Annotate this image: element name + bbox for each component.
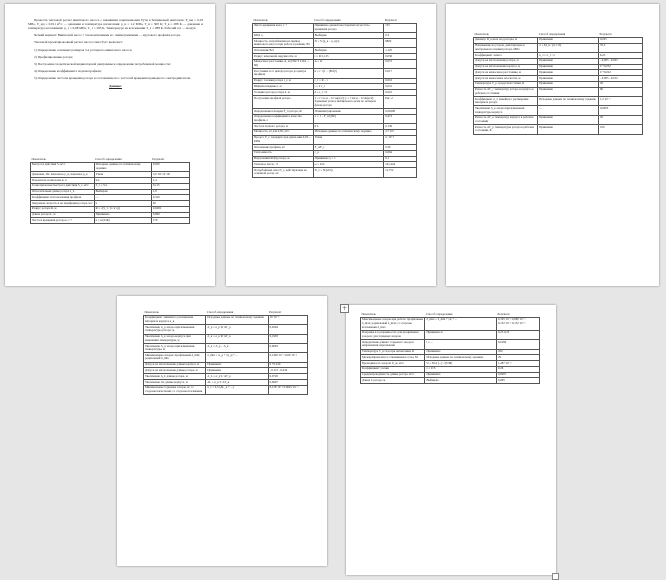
table-cell: Среднепроводимость длины ротора, м³/с	[361, 372, 425, 378]
column-header: Показатель	[361, 312, 376, 316]
table-cell: Принимаю данной шестеренчатой частоты вращения ротора	[313, 23, 384, 32]
table-cell: Принимаю	[538, 70, 599, 76]
table-cell: 0,0003	[599, 106, 643, 115]
table-cell: Отношение профиля, м²	[253, 145, 314, 151]
table-cell: Выбираю	[313, 33, 384, 39]
table-cell: 0,1	[384, 156, 417, 162]
table-cell: Ширина впадины t, м	[253, 84, 314, 90]
table-cell: Допуск на изготовление корпуса, м	[474, 64, 538, 70]
column-header: Способ определения	[206, 310, 234, 314]
table-cell: 0,017	[384, 69, 417, 78]
table-cell: Разность ΔT_р температуры ротора в рабочем состоянии, К	[474, 125, 538, 134]
table-cell: Продол. F_г, торцевую при давле-нии 0,03…МПа	[253, 135, 314, 144]
paragraph: Тепловой проектировочный расчет насоса типа Рутс включает:	[34, 40, 123, 45]
table-cell: ω = 2πn	[313, 162, 384, 168]
table-cell: 155	[384, 23, 417, 32]
page-3	[446, 4, 659, 286]
table-cell: 0 +0,032	[599, 64, 643, 70]
table-cell: Допуск на изготовление длины ротора, м	[144, 368, 206, 374]
table-move-handle-icon[interactable]: +	[341, 305, 348, 312]
paragraph: 1) Определение основных размеров 3-х роторного ввинтового насоса;	[34, 47, 133, 52]
table-cell: 1,8	[151, 189, 189, 195]
table-cell: Молекулярная масса откачиваемого газа, М	[361, 355, 425, 361]
table-cell: R = √(S_т / (λ·u·η))	[94, 206, 151, 212]
column-header: Показатель	[31, 157, 46, 161]
table-cell: Показатель политропы k, n	[31, 177, 95, 183]
table-cell: ΔL = α_к·L·ΔT_к	[206, 380, 268, 386]
section-heading: Данные:	[109, 84, 122, 89]
table-cell: КПД η	[253, 33, 314, 39]
table-cell: Радиус головки ротора r_г, м	[253, 78, 314, 84]
table-cell: Длина L ротора, м	[361, 378, 425, 384]
table-cell: 0,050	[151, 162, 189, 171]
table-cell: 50	[599, 115, 643, 124]
table-cell: δ_т = 0,5·(ΔL_к + ...)	[206, 385, 268, 394]
table-cell: Температура T_р, градусной стенки, К	[474, 81, 538, 87]
table-cell: Принимаю	[425, 349, 497, 355]
table-cell: Межосевое расстояние A, м (ГОСТ 2144 — 66)	[253, 59, 314, 68]
table-cell: 1,287·10⁻³	[497, 361, 540, 367]
table-cell: Узнав	[94, 172, 151, 178]
table-cell: 0,036	[384, 54, 417, 60]
table-cell: 1,2·10⁻⁵	[599, 97, 643, 106]
table-cell: 0,0729	[268, 374, 307, 380]
table-cell: 0,26	[497, 366, 540, 372]
table-cell: 100	[599, 125, 643, 134]
table-row	[361, 317, 540, 330]
paragraph: 2) Профилирование ротора;	[34, 54, 73, 59]
table-row	[474, 87, 643, 96]
page-4	[117, 296, 327, 566]
table-row	[474, 97, 643, 106]
table-cell: Расстояние h от центра ротора до центра профиля	[253, 69, 314, 78]
table-cell: Δ_д = Δ_р − Δ_к	[206, 343, 268, 352]
table-cell: 0,526	[151, 195, 189, 201]
column-header: Результат	[269, 310, 282, 314]
table-row	[253, 38, 417, 47]
table-cell: Окружная скорость и на периферии ротора, м/с	[32, 200, 93, 205]
table-cell: Давление, Па: начальное p_н; конечное p_к	[31, 172, 95, 178]
column-header: Показатель	[253, 18, 268, 22]
table-cell: 0,0607	[268, 380, 307, 386]
table-row	[144, 343, 308, 352]
table-cell: 0,0264	[268, 325, 307, 334]
table-row	[361, 330, 540, 339]
table-cell: r = R/1,125	[313, 54, 384, 60]
table-row	[253, 23, 417, 32]
column-header: Способ определения	[538, 32, 566, 36]
table-cell: Определение коэффициента качества профиля, λ	[253, 114, 314, 123]
table-cell: Узнав	[313, 135, 384, 144]
table-cell: 0,195·10⁻³ 0,080·10⁻³ 0,152·10⁻³ 0,152·10⁻³	[497, 317, 540, 330]
table-row	[474, 125, 643, 134]
table-cell: 0,158·10⁻³ 0,0625·10⁻³	[268, 385, 307, 394]
table-cell: 29	[497, 355, 540, 361]
table-cell: Мощность, потребляемая на привод ввинтового насоса при работе в режиме, Вт	[253, 38, 314, 47]
table-cell: −0,005 −0,035	[599, 58, 643, 64]
table-cell: Тепловое число, %	[253, 162, 314, 168]
calc-table	[252, 18, 417, 178]
table-row	[253, 95, 417, 108]
table-resize-handle[interactable]	[552, 573, 559, 580]
intro-text	[28, 18, 203, 92]
column-header: Результат	[152, 157, 165, 161]
table-cell: 6,25	[599, 52, 643, 58]
table-cell: 0,0184	[497, 340, 540, 349]
table-cell: Поправка k к разрывности: для профильных зазоров; для торцевых зазоров	[361, 330, 425, 339]
table-cell: F_п/F_г	[313, 145, 384, 151]
table-cell: l = ...	[425, 340, 497, 349]
table-cell: 1,4	[151, 177, 189, 183]
table-cell: Допуск на межосевое расстояние, м	[474, 70, 538, 76]
calc-table	[360, 312, 540, 384]
table-cell: Принимаю	[538, 76, 599, 82]
table-cell: c_p	[313, 150, 384, 156]
table-cell: σ = M_и / (0,1·d³)	[538, 43, 599, 52]
table-row	[253, 135, 417, 144]
table-cell: δ = r_г·√2	[313, 90, 384, 96]
table-row	[144, 353, 308, 362]
table-cell: Определение длины l торцевого зазора в направлении перетекания	[361, 340, 425, 349]
table-cell: 60	[599, 87, 643, 96]
table-cell: Допуск на межосевые плоскости, м	[474, 76, 538, 82]
table-cell: Максимальные зазоры при работе: профильные δ_max; радиальный δ_max; со стороны всасывания δ_max	[362, 317, 424, 329]
table-cell: Выбираю	[425, 378, 497, 384]
table-row	[144, 334, 308, 343]
table-cell: Геометрическая быстрота действия S_т, м³/с	[31, 183, 95, 189]
table-cell: Принимаю	[94, 212, 151, 218]
table-cell: Увеличение Δ_к зазора при изменении температуры корпуса	[474, 106, 538, 115]
column-header: Способ определения	[425, 312, 453, 316]
table-cell: Принимаю	[538, 58, 599, 64]
table-row	[144, 315, 308, 324]
table-cell: Увеличение Δ_к зазора корпуса при изменении температуры, м	[144, 334, 206, 343]
page-1	[5, 4, 215, 286]
table-cell: Принимаю	[538, 64, 599, 70]
table-cell: Исходные данные по техническому заданию	[313, 129, 384, 135]
table-row	[144, 325, 308, 334]
table-cell: Исходные данные по техническому заданию	[538, 97, 599, 106]
table-cell: Принимаю k	[425, 330, 497, 339]
table-cell: Δ_к = α_к·R·ΔT_к	[206, 334, 268, 343]
table-cell: Определение площади F_п ротора, м²	[253, 108, 314, 114]
table-cell: n·L	[313, 124, 384, 130]
table-cell: Минимальные зазоры: профильный δ_min; радиальный δ_min	[144, 353, 206, 362]
table-cell: Быстрота действия S, м³/с	[31, 162, 95, 171]
table-cell: A = 2r	[313, 59, 384, 68]
table-row	[474, 115, 643, 124]
table-cell: S_т = S/λ	[94, 183, 151, 189]
table-cell: Частота вращения ротора n, с⁻¹	[31, 218, 95, 224]
table-cell: Число вращения вала, с⁻¹	[253, 23, 314, 32]
table-cell: 40	[151, 201, 189, 207]
table-cell: 0,016	[384, 78, 417, 84]
page-2	[226, 4, 436, 286]
paragraph: Четкий вариант: Ввинтовой насос с 3 или винтовыми и с симметричными — кругового профиля ротора.	[34, 33, 181, 38]
table-cell: N = S·(p_к − p_н)/η	[313, 38, 384, 47]
paragraph: 4) Определение коэффициента подачи профиля;	[34, 68, 102, 73]
table-cell: Планиметрирование	[313, 108, 384, 114]
column-header: Способ определения	[95, 157, 122, 161]
table-cell: 3,0·10³ 12·10³	[151, 172, 189, 178]
table-cell: 0,00208	[384, 108, 417, 114]
table-cell: Δ_L = α_р·L·ΔT_р	[206, 374, 268, 380]
table-cell: 0,060	[151, 212, 189, 218]
table-cell: Радиус начальной окружности, м	[253, 54, 314, 60]
table-cell: Проводимость зазоров U_ж, м³/с	[361, 361, 425, 367]
table-cell: 35,5	[599, 43, 643, 52]
table-row	[31, 162, 190, 171]
table-cell: δ_min = Δ_д + |Δ_д| + ...	[206, 353, 268, 362]
table-cell: Исходные данные по техническому заданию	[206, 315, 268, 324]
table-cell: r_г = R − r	[313, 78, 384, 84]
table-cell: Теплоемкость	[253, 150, 314, 156]
table-cell: Толщина ротора ротора δ, м	[253, 90, 314, 96]
column-header: Результат	[384, 18, 397, 22]
table-row	[474, 43, 643, 52]
table-cell: Диаметр D_в вала под роторы, м	[474, 37, 538, 43]
table-cell: ε = U/S	[425, 366, 497, 372]
table-cell: −0,115 −0,234	[268, 368, 307, 374]
table-cell: Относительная длина ротора λ_L	[31, 189, 95, 195]
table-cell: U = 36,4·(...)·√(T/M)	[425, 361, 497, 367]
table-cell: Мощность, кт для 0,05, м³/c	[253, 129, 314, 135]
table-cell: Принимаю η = 1	[313, 156, 384, 162]
table-cell: 0,36	[384, 145, 417, 151]
table-cell: 2,7·10³	[384, 129, 417, 135]
table-cell: Увеличение Δ_L длины ротора, м	[144, 374, 206, 380]
table-cell: n_з = σ_т / σ	[538, 52, 599, 58]
table-cell: Принимаю	[206, 368, 268, 374]
table-cell: Допуск на изготовление ротора, м	[474, 58, 538, 64]
column-header: Показатель	[474, 32, 489, 36]
table-cell: Принимаю	[538, 81, 599, 87]
table-cell: 450	[497, 349, 540, 355]
table-cell: 0,115	[151, 183, 189, 189]
table-cell: Увеличение Δ_д зазора при изменении температуры, м	[144, 343, 206, 352]
column-header: Способ определения	[314, 18, 341, 22]
table-row	[361, 378, 540, 384]
table-cell: 101,444	[384, 162, 417, 168]
table-cell: 0,065	[497, 378, 540, 384]
column-header: Результат	[599, 32, 612, 36]
column-header: Результат	[497, 312, 510, 316]
table-cell: 0,1993	[268, 334, 307, 343]
table-cell: Построение профиля ротора	[253, 95, 314, 108]
table-cell: Рис. 2	[384, 95, 417, 108]
table-cell: Потребляемая сила N_v, действующая на основной ротор, м³	[253, 168, 314, 177]
table-cell: Принимаю	[206, 362, 268, 368]
table-row	[474, 106, 643, 115]
table-cell: Исходные данные по техническому заданию	[425, 355, 497, 361]
table-cell: δ_max = δ_min + |Δ| + ...	[425, 317, 497, 330]
table-cell: Увеличение Δ_р зазора при изменении температуры ротора, м	[144, 325, 206, 334]
table-cell: Допуск на изготовление длины корпуса, м	[144, 362, 206, 368]
table-cell: 0,072	[384, 59, 417, 68]
table-cell: 0 +0,010	[268, 362, 307, 368]
table-row	[253, 114, 417, 123]
table-cell: u	[94, 201, 151, 207]
table-cell: 1,125	[384, 48, 417, 54]
table-cell: Отношение B/2	[253, 48, 314, 54]
calc-table	[473, 32, 643, 135]
table-cell: Коэффициент линейного расширения материала корпуса α_к	[144, 315, 206, 324]
table-cell: Коэффициент утечки	[361, 366, 425, 372]
page-5	[346, 305, 556, 575]
table-cell: Разность ΔT_с температур ротора и корпуса в рабочем состоянии	[474, 87, 538, 96]
table-cell: Выбираю	[313, 48, 384, 54]
table-row	[361, 340, 540, 349]
table-cell: x = r·cos φ − h·cos(φ/2); y = r·sin φ − h·sin(φ/2); Заданные углы φ выбираем по всем по четырем фазам ротора	[313, 95, 384, 108]
table-cell: Коэффициент использования профиля	[31, 195, 95, 201]
table-cell: Принимаю	[538, 115, 599, 124]
table-cell: Разность ΔT_к температур корпуса в рабочем состоянии	[474, 115, 538, 124]
table-cell: Коэффициент запаса	[474, 52, 538, 58]
table-cell: Принимаю	[538, 125, 599, 134]
paragraph: 5) Определение частоты вращения ротора и составление на с частотой вращения приводного электродвигателя.	[34, 75, 191, 80]
table-cell: Коэффициент α_л линейного расширения материала ротора	[474, 97, 538, 106]
table-cell: 0,025	[599, 37, 643, 43]
column-header: Показатель	[144, 310, 159, 314]
table-cell: λ = 1 − F_п/(πR²)	[313, 114, 384, 123]
table-cell: h = r·√(1 − (B/2)²)	[313, 69, 384, 78]
table-cell: 9800	[384, 38, 417, 47]
table-cell: 0,0007	[497, 372, 540, 378]
table-cell: 0,23 0,23	[497, 330, 540, 339]
table-cell: Частота полного ротора, м	[253, 124, 314, 130]
table-cell: Δ_р = α_р·R·ΔT_р	[206, 325, 268, 334]
table-cell: 2,·10⁻⁴	[384, 135, 417, 144]
table-cell: n = u/(2πR)	[94, 218, 151, 224]
paragraph: 3) Построение теоретической индикаторной диаграммы и определение потребляемой мощности;	[34, 61, 171, 66]
table-cell: 0,3	[384, 33, 417, 39]
table-cell: 0 +0,022	[599, 70, 643, 76]
table-cell: 0,064	[384, 150, 417, 156]
table-cell: —	[94, 195, 151, 201]
table-cell: Длина ротора L, м	[31, 212, 95, 218]
table-cell: 20	[599, 81, 643, 87]
table-cell: 0,0402	[151, 206, 189, 212]
table-cell: 0,031	[384, 84, 417, 90]
table-cell: Принимаю	[538, 87, 599, 96]
table-cell: 0,010	[384, 90, 417, 96]
table-cell: Увеличение ΔL длины корпуса, м	[144, 380, 206, 386]
table-row	[253, 69, 417, 78]
table-cell: k/n	[94, 177, 151, 183]
table-cell: Выбираю	[94, 189, 151, 195]
table-cell: Минимальные торцевые зазоры, м: со стороны нагнетания; со стороны всасывания	[144, 385, 206, 394]
table-cell: Принимаю	[538, 37, 599, 43]
table-cell: N_v = N/(2πn)	[313, 168, 384, 177]
table-row	[253, 59, 417, 68]
table-cell: 0,139	[384, 124, 417, 130]
table-cell: 0,472	[384, 114, 417, 123]
table-row	[253, 168, 417, 177]
table-cell: Внутренний КПД ротора, м	[253, 156, 314, 162]
table-row	[144, 385, 308, 394]
table-cell: 0,1465·10⁻³ 0,09·10⁻³	[268, 353, 307, 362]
table-cell: t = 2·r_г	[313, 84, 384, 90]
table-cell: Радиус ротора R, м	[31, 206, 95, 212]
table-cell: Принимаю	[425, 372, 497, 378]
table-cell: Напряжение на уторов, действующее в центральном сечении ротора, МПа	[474, 43, 538, 52]
table-cell: Исходные данные по техническому заданию	[94, 162, 151, 171]
table-cell: Температура T_н газа при нагнетании, К	[361, 349, 425, 355]
paragraph: Провести тепловой расчет ввинтового насоса с внешними зацеплени-ями Рути в бензиновый двигатель: P_нм = 0,03 МПа, V_мд = 0,011 м³/c — давления и температура нагнетания: p_н = 1,2 МПа, T_н = 300 К; T_в = 288 К — давление и температура всасывания: p_1 = 0,08 МПа, T_1 = 293 К. Температура на всасывании T_1 = 288 К. Рабочий газ — воздух.	[28, 18, 203, 31]
table-cell: 16·10⁻⁶	[268, 315, 307, 324]
table-cell: −0,005 −0,012	[599, 76, 643, 82]
table-cell: —	[538, 106, 599, 115]
table-cell: 170	[151, 218, 189, 224]
table-cell: 0,0603	[268, 343, 307, 352]
calc-table	[143, 310, 308, 395]
table-row	[31, 218, 190, 224]
table-cell: 11,752	[384, 168, 417, 177]
calc-table	[30, 157, 190, 224]
